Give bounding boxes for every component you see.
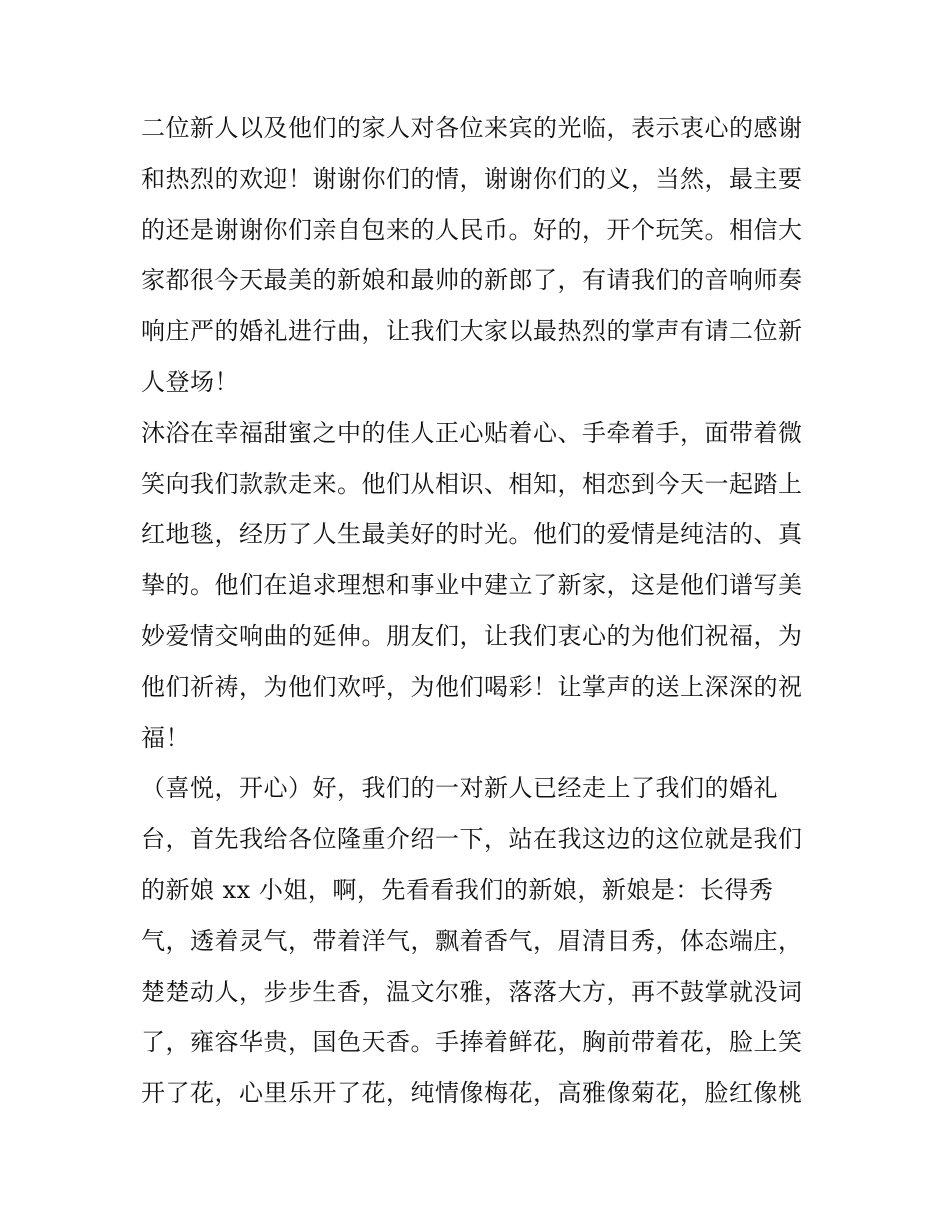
text-line: 笑向我们款款走来。他们从相识、相知，相恋到今天一起踏上: [141, 469, 803, 498]
text-line: 的还是谢谢你们亲自包来的人民币。好的，开个玩笑。相信大: [141, 215, 803, 244]
text-line: 台，首先我给各位隆重介绍一下，站在我这边的这位就是我们: [141, 825, 803, 854]
text-line: 和热烈的欢迎！谢谢你们的情，谢谢你们的义，当然，最主要: [141, 164, 803, 193]
text-line: 楚楚动人，步步生香，温文尔雅，落落大方，再不鼓掌就没词: [141, 977, 803, 1006]
text-line: 家都很今天最美的新娘和最帅的新郎了，有请我们的音响师奏: [141, 266, 803, 295]
text-line: 气，透着灵气，带着洋气，飘着香气，眉清目秀，体态端庄，: [141, 926, 803, 955]
paragraph: [141, 103, 821, 408]
paragraph: [141, 763, 821, 1119]
text-line: 响庄严的婚礼进行曲，让我们大家以最热烈的掌声有请二位新: [141, 317, 803, 346]
document-body: [141, 103, 821, 1119]
paragraph: [141, 408, 821, 764]
text-line: 红地毯，经历了人生最美好的时光。他们的爱情是纯洁的、真: [141, 520, 803, 549]
text-line: 沐浴在幸福甜蜜之中的佳人正心贴着心、手牵着手，面带着微: [141, 418, 803, 447]
text-line: 福！: [141, 723, 190, 752]
text-line: 的新娘 xx 小姐，啊，先看看我们的新娘，新娘是：长得秀: [141, 875, 774, 904]
text-line: 了，雍容华贵，国色天香。手捧着鲜花，胸前带着花，脸上笑: [141, 1028, 803, 1057]
text-line: 挚的。他们在追求理想和事业中建立了新家，这是他们谱写美: [141, 571, 803, 600]
text-line: 他们祈祷，为他们欢呼，为他们喝彩！让掌声的送上深深的祝: [141, 672, 803, 701]
text-line: 二位新人以及他们的家人对各位来宾的光临，表示衷心的感谢: [141, 114, 803, 142]
text-line: 开了花，心里乐开了花，纯情像梅花，高雅像菊花，脸红像桃: [141, 1079, 803, 1108]
text-line: 妙爱情交响曲的延伸。朋友们，让我们衷心的为他们祝福，为: [141, 621, 803, 650]
text-line: 人登场！: [141, 367, 239, 396]
text-line: （喜悦，开心）好，我们的一对新人已经走上了我们的婚礼: [141, 774, 778, 803]
